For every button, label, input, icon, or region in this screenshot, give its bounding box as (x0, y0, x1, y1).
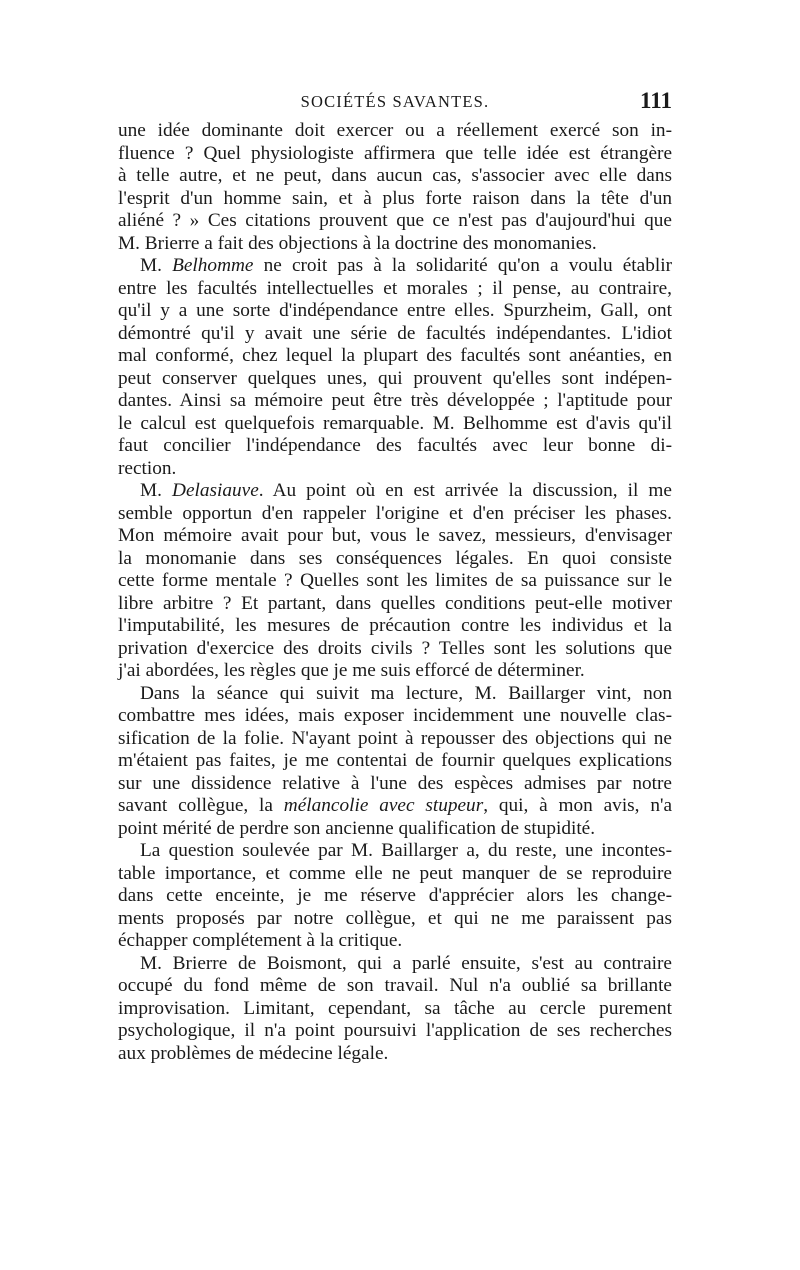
text-line: aliéné ? » Ces citations prouvent que ce n'est pas d'aujourd'hui que (118, 210, 672, 231)
text-line: libre arbitre ? Et partant, dans quelles conditions peut-elle motiver (118, 592, 672, 614)
text-line: rection. (118, 457, 177, 479)
text-line: qu'il y a une sorte d'indépendance entre elles. Spurzheim, Gall, ont (118, 300, 672, 321)
text-line: l'esprit d'un homme sain, et à plus forte raison dans la tête d'un (118, 187, 672, 209)
body-text (118, 120, 672, 1065)
text-line: M. Belhomme ne croit pas à la solidarité qu'on a voulu établir (140, 255, 672, 276)
text-line: table importance, et comme elle ne peut manquer de se reproduire (118, 862, 672, 884)
italic-term: mélancolie avec stupeur (283, 795, 484, 816)
text-line: occupé du fond même de son travail. Nul n'a oublié sa brillante (118, 975, 672, 996)
text-line: la monomanie dans ses conséquences légales. En quoi consiste (118, 547, 672, 569)
text-line: cette forme mentale ? Quelles sont les limites de sa puissance sur le (118, 570, 672, 591)
text-line: le calcul est quelquefois remarquable. M. Belhomme est d'avis qu'il (118, 412, 672, 434)
text-line: mal conformé, chez lequel la plupart des facultés sont anéanties, en (118, 345, 672, 366)
text-line: dans cette enceinte, je me réserve d'apprécier alors les change- (118, 885, 672, 906)
text-line: dantes. Ainsi sa mémoire peut être très développée ; l'aptitude pour (118, 390, 672, 411)
text-line: faut concilier l'indépendance des facultés avec leur bonne di- (118, 435, 672, 456)
text-line: psychologique, il n'a point poursuivi l'application de ses recherches (118, 1020, 672, 1041)
text-line: La question soulevée par M. Baillarger a, du reste, une incontes- (140, 840, 672, 861)
text-line: entre les facultés intellectuelles et morales ; il pense, au contraire, (118, 277, 672, 299)
text-line: sification de la folie. N'ayant point à repousser des objections qui ne (118, 727, 672, 749)
text-line: semble opportun d'en rappeler l'origine et d'en préciser les phases. (118, 502, 672, 524)
running-head (118, 88, 672, 120)
text-line: sur une dissidence relative à l'une des espèces admises par notre (118, 772, 672, 794)
text-line: ments proposés par notre collègue, et qui ne me paraissent pas (118, 907, 672, 929)
text-line: combattre mes idées, mais exposer incidemment une nouvelle clas- (118, 705, 672, 726)
text-line: point mérité de perdre son ancienne qualification de stupidité. (118, 817, 596, 839)
text-line: Mon mémoire avait pour but, vous le savez, messieurs, d'envisager (118, 525, 672, 546)
text-line: M. Brierre de Boismont, qui a parlé ensuite, s'est au contraire (140, 952, 672, 974)
text-line: savant collègue, la mélancolie avec stupeur, qui, à mon avis, n'a (118, 795, 673, 816)
italic-term: Belhomme (172, 255, 254, 276)
text-line: aux problèmes de médecine légale. (118, 1042, 389, 1064)
text-line: j'ai abordées, les règles que je me suis efforcé de déterminer. (118, 660, 585, 681)
book-page (118, 88, 672, 1065)
text-line: M. Brierre a fait des objections à la doctrine des monomanies. (118, 232, 597, 254)
running-head-title: SOCIÉTÉS SAVANTES. (300, 92, 490, 111)
text-line: échapper complétement à la critique. (118, 930, 403, 951)
text-line: l'imputabilité, les mesures de précaution contre les individus et la (118, 615, 672, 636)
text-line: une idée dominante doit exercer ou a réellement exercé son in- (118, 120, 672, 141)
text-line: improvisation. Limitant, cependant, sa tâche au cercle purement (118, 997, 672, 1019)
text-line: Dans la séance qui suivit ma lecture, M. Baillarger vint, non (140, 682, 672, 704)
page-number: 111 (640, 88, 672, 113)
text-line: à telle autre, et ne peut, dans aucun cas, s'associer avec elle dans (118, 165, 672, 186)
text-line: fluence ? Quel physiologiste affirmera que telle idée est étrangère (118, 142, 672, 164)
text-line: peut conserver quelques unes, qui prouvent qu'elles sont indépen- (118, 367, 672, 389)
text-line: M. Delasiauve. Au point où en est arrivée la discussion, il me (140, 480, 672, 501)
italic-term: Delasiauve (172, 480, 259, 501)
text-line: démontré qu'il y avait une série de facultés indépendantes. L'idiot (118, 322, 672, 344)
text-line: m'étaient pas faites, je me contentai de fournir quelques explications (118, 750, 672, 771)
text-line: privation d'exercice des droits civils ? Telles sont les solutions que (118, 637, 672, 659)
